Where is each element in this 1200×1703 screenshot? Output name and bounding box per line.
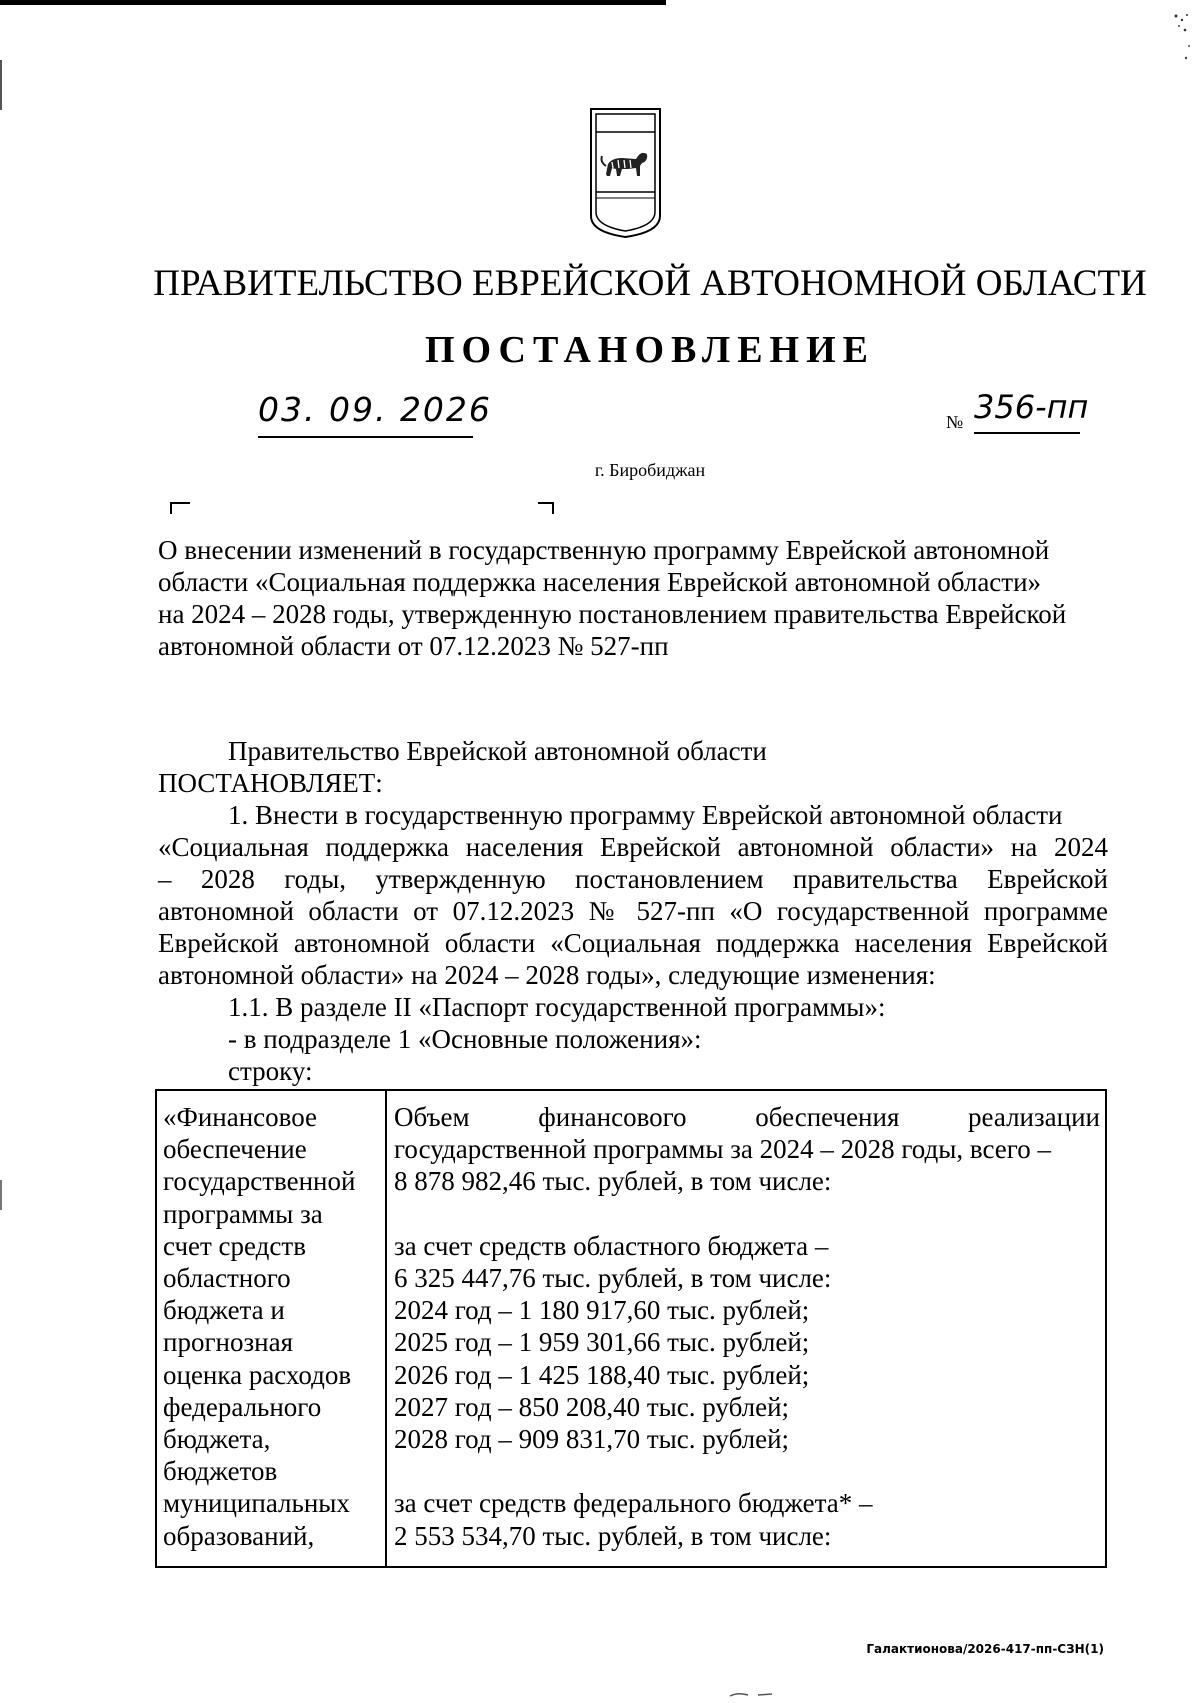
table-label-line: образований, (163, 1520, 315, 1551)
table-value-line: 6 325 447,76 тыс. рублей, в том числе: (394, 1263, 832, 1293)
subject-line: автономной области от 07.12.2023 № 527-пп (158, 631, 669, 661)
subject-line: на 2024 – 2028 годы, утвержденную постановлением правительства Еврейской (158, 599, 1067, 629)
subsection-line: - в подразделе 1 «Основные положения»: (228, 1024, 702, 1054)
document-subject (158, 534, 1108, 662)
number-underline (974, 432, 1080, 434)
table-label-line: бюджета, (163, 1424, 271, 1455)
table-label-line: «Финансовое (163, 1102, 318, 1132)
subject-bracket-right (538, 502, 554, 514)
number-handwritten: 356-пп (974, 388, 1089, 426)
table-label-line: государственной (163, 1166, 356, 1197)
table-label-line: программы за (163, 1198, 323, 1229)
table-label-line: оценка расходов (163, 1359, 352, 1390)
table-label-line: федерального (163, 1391, 322, 1422)
table-label-line: обеспечение (163, 1134, 307, 1165)
item1-line: Еврейской автономной области «Социальная поддержка населения Еврейской (158, 928, 1108, 958)
number-sign: № (946, 412, 964, 432)
table-label-line: муниципальных (163, 1488, 350, 1519)
table-label-line: счет средств (163, 1230, 306, 1261)
document-body (158, 735, 1108, 1087)
coat-of-arms-tiger-icon (588, 106, 663, 240)
subject-bracket-left (170, 502, 190, 514)
document-type-title: ПОСТАНОВЛЕНИЕ (424, 329, 876, 371)
item1-line: автономной области» на 2024 – 2028 годы», следующие изменения: (158, 960, 936, 990)
subject-line: О внесении изменений в государственную программу Еврейской автономной (158, 535, 1050, 565)
document-date (258, 390, 492, 438)
table-label-line: областного (163, 1263, 291, 1294)
subject-line: области «Социальная поддержка населения Еврейской автономной области» (158, 567, 1042, 597)
table-value-line: государственной программы за 2024 – 2028 годы, всего – (394, 1134, 1051, 1165)
row-label-line: строку: (228, 1056, 313, 1086)
table-value-line: за счет средств областного бюджета – (394, 1230, 829, 1261)
item1-line: 1. Внести в государственную программу Еврейской автономной области (228, 800, 1063, 830)
government-title: ПРАВИТЕЛЬСТВО ЕВРЕЙСКОЙ АВТОНОМНОЙ ОБЛАСТИ (153, 263, 1147, 304)
table-label-line: прогнозная (163, 1327, 293, 1358)
table-label-line: бюджета и (163, 1295, 285, 1326)
scan-edge-mark (0, 1180, 2, 1210)
item1-1-line: 1.1. В разделе II «Паспорт государственной программы»: (228, 992, 886, 1022)
preamble-line: Правительство Еврейской автономной области (228, 736, 767, 766)
table-value-line: 2028 год – 909 831,70 тыс. рублей; (394, 1424, 790, 1455)
table-cell-label (163, 1101, 381, 1552)
table-value-line: 2 553 534,70 тыс. рублей, в том числе: (394, 1520, 832, 1551)
table-value-line: 2026 год – 1 425 188,40 тыс. рублей; (394, 1359, 810, 1390)
date-handwritten: 03. 09. 2026 (258, 390, 492, 429)
footer-document-code: Галактионова/2026-417-пп-СЗН(1) (866, 1642, 1104, 1656)
item1-line: – 2028 годы, утвержденную постановлением правительства Еврейской (158, 864, 1108, 894)
table-value-line (394, 1455, 1100, 1487)
table-value-line: 2024 год – 1 180 917,60 тыс. рублей; (394, 1295, 810, 1326)
scan-noise-mark (1170, 6, 1192, 66)
city-label: г. Биробиджан (594, 460, 706, 480)
table-value-line: Объем финансового обеспечения реализации (394, 1102, 1100, 1132)
item1-line: «Социальная поддержка населения Еврейской автономной области» на 2024 (158, 832, 1108, 862)
table-value-line: за счет средств федерального бюджета* – (394, 1488, 873, 1519)
document-number (946, 390, 1096, 438)
scan-noise-mark (728, 1692, 776, 1698)
table-label-line: бюджетов (163, 1456, 278, 1487)
table-cell-value (394, 1101, 1100, 1552)
table-value-line: 2025 год – 1 959 301,66 тыс. рублей; (394, 1327, 810, 1358)
scan-edge-mark (0, 60, 2, 110)
passport-table (155, 1089, 1107, 1568)
table-value-line: 2027 год – 850 208,40 тыс. рублей; (394, 1391, 790, 1422)
preamble-decree: ПОСТАНОВЛЯЕТ: (158, 768, 383, 798)
date-underline (258, 436, 473, 438)
item1-line: автономной области от 07.12.2023 № 527-пп «О государственной программе (158, 896, 1108, 926)
scan-edge-line (0, 0, 666, 5)
table-column-divider (385, 1091, 387, 1566)
table-value-line: 8 878 982,46 тыс. рублей, в том числе: (394, 1166, 832, 1197)
table-value-line (394, 1198, 1100, 1230)
